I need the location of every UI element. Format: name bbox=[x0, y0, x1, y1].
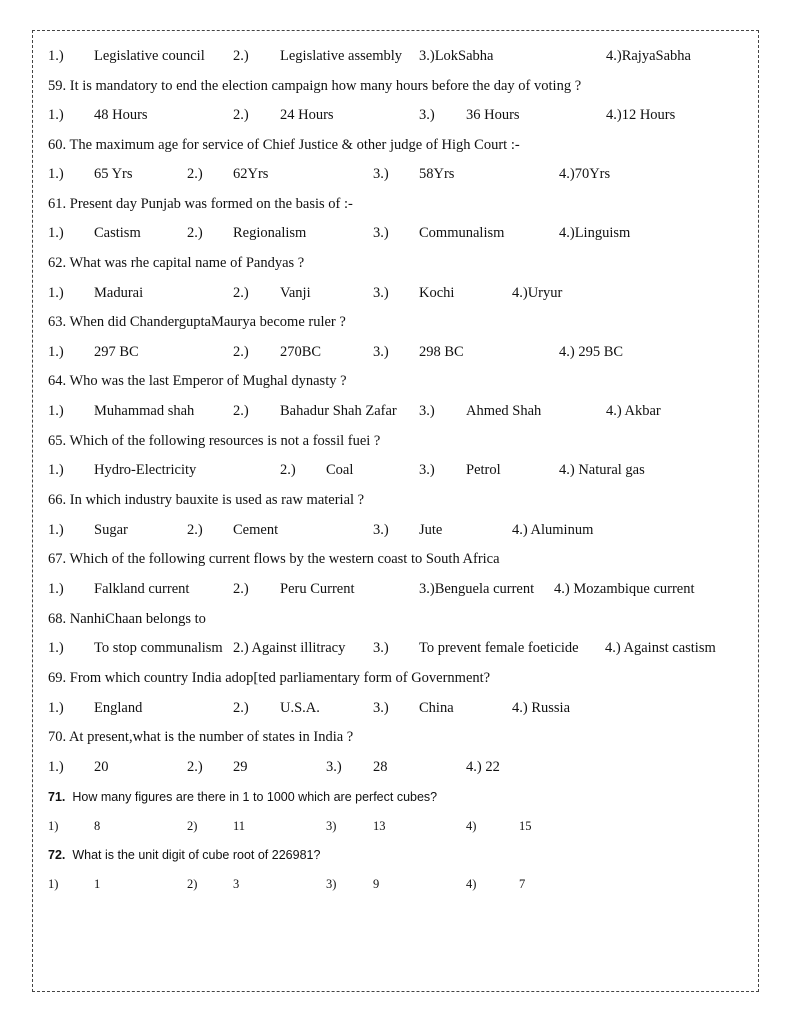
question-text: 70. At present,what is the number of states in India ? bbox=[48, 729, 354, 745]
option-text: Ahmed Shah bbox=[466, 403, 542, 419]
option-text: 3 bbox=[233, 877, 240, 891]
option-text: 1 bbox=[94, 877, 101, 891]
option-label: 2) bbox=[187, 877, 198, 891]
option-text: 4.) Natural gas bbox=[559, 462, 645, 478]
option-label: 1) bbox=[48, 877, 59, 891]
option-label: 1.) bbox=[48, 700, 64, 716]
option-text: 4.) Akbar bbox=[606, 403, 661, 419]
option-label: 2.) bbox=[233, 581, 249, 597]
option-text: 297 BC bbox=[94, 344, 139, 360]
question-text bbox=[48, 846, 320, 864]
option-text: Vanji bbox=[280, 285, 311, 301]
option-text: 8 bbox=[94, 819, 101, 833]
option-text: 4.) Mozambique current bbox=[554, 581, 695, 597]
option-label: 1.) bbox=[48, 640, 64, 656]
question-text: 60. The maximum age for service of Chief Justice & other judge of High Court :- bbox=[48, 137, 520, 153]
option-label: 1.) bbox=[48, 522, 64, 538]
option-label: 2.) bbox=[233, 344, 249, 360]
question-text: 64. Who was the last Emperor of Mughal dynasty ? bbox=[48, 373, 347, 389]
option-label: 3.) bbox=[373, 522, 389, 538]
option-text: England bbox=[94, 700, 143, 716]
option-label: 3.) bbox=[326, 759, 342, 775]
option-label: 2) bbox=[187, 819, 198, 833]
option-label: 3.) bbox=[419, 403, 435, 419]
option-text: 4.)Linguism bbox=[559, 225, 631, 241]
option-label: 1.) bbox=[48, 107, 64, 123]
option-text: 62Yrs bbox=[233, 166, 269, 182]
option-text: 29 bbox=[233, 759, 248, 775]
option-text: 11 bbox=[233, 819, 246, 833]
option-text: Hydro-Electricity bbox=[94, 462, 197, 478]
option-text: 7 bbox=[519, 877, 526, 891]
option-text: Cement bbox=[233, 522, 279, 538]
option-text: Coal bbox=[326, 462, 354, 478]
option-label: 2.) bbox=[233, 700, 249, 716]
option-label: 3.) bbox=[419, 107, 435, 123]
option-label: 1.) bbox=[48, 403, 64, 419]
option-label: 1.) bbox=[48, 581, 64, 597]
question-text: 61. Present day Punjab was formed on the basis of :- bbox=[48, 196, 353, 212]
option-text: 4.)RajyaSabha bbox=[606, 48, 691, 64]
option-label: 1.) bbox=[48, 48, 64, 64]
question-text bbox=[48, 788, 437, 806]
option-text: 28 bbox=[373, 759, 388, 775]
option-text: 24 Hours bbox=[280, 107, 334, 123]
option-text: 4.) Russia bbox=[512, 700, 570, 716]
option-label: 2.) bbox=[187, 759, 203, 775]
option-text: Castism bbox=[94, 225, 141, 241]
option-text: Sugar bbox=[94, 522, 128, 538]
option-text: 48 Hours bbox=[94, 107, 148, 123]
option-text: Jute bbox=[419, 522, 443, 538]
option-text: 20 bbox=[94, 759, 109, 775]
option-text: Falkland current bbox=[94, 581, 190, 597]
option-text: 9 bbox=[373, 877, 380, 891]
option-label: 3.) bbox=[373, 700, 389, 716]
question-text: 62. What was rhe capital name of Pandyas ? bbox=[48, 255, 305, 271]
option-label: 3) bbox=[326, 819, 337, 833]
option-text: 3.)LokSabha bbox=[419, 48, 494, 64]
option-text: Communalism bbox=[419, 225, 505, 241]
question-text: 68. NanhiChaan belongs to bbox=[48, 611, 206, 627]
option-text: 3.)Benguela current bbox=[419, 581, 535, 597]
question-text: 67. Which of the following current flows by the western coast to South Africa bbox=[48, 551, 500, 567]
option-label: 1.) bbox=[48, 166, 64, 182]
option-text: 4.)70Yrs bbox=[559, 166, 611, 182]
option-text: U.S.A. bbox=[280, 700, 320, 716]
option-text: 65 Yrs bbox=[94, 166, 133, 182]
option-text: Petrol bbox=[466, 462, 501, 478]
option-label: 2.) bbox=[187, 166, 203, 182]
option-label: 2.) bbox=[280, 462, 296, 478]
option-text: 15 bbox=[519, 819, 532, 833]
option-text: Bahadur Shah Zafar bbox=[280, 403, 397, 419]
question-number: 72. bbox=[48, 848, 66, 862]
option-text: 36 Hours bbox=[466, 107, 520, 123]
option-text: 58Yrs bbox=[419, 166, 455, 182]
option-label: 4) bbox=[466, 877, 477, 891]
option-text: Peru Current bbox=[280, 581, 355, 597]
option-label: 1) bbox=[48, 819, 59, 833]
option-label: 1.) bbox=[48, 285, 64, 301]
option-text: 4.)12 Hours bbox=[606, 107, 676, 123]
option-label: 1.) bbox=[48, 225, 64, 241]
option-label: 2.) bbox=[187, 522, 203, 538]
option-label: 3.) bbox=[373, 166, 389, 182]
option-text: To prevent female foeticide bbox=[419, 640, 579, 656]
question-text: 69. From which country India adop[ted parliamentary form of Government? bbox=[48, 670, 491, 686]
option-label: 3.) bbox=[373, 344, 389, 360]
option-label: 2.) bbox=[233, 403, 249, 419]
option-text: 4.) 295 BC bbox=[559, 344, 624, 360]
option-text: 298 BC bbox=[419, 344, 464, 360]
option-label: 1.) bbox=[48, 759, 64, 775]
option-text: 4.) 22 bbox=[466, 759, 500, 775]
question-number: 71. bbox=[48, 790, 66, 804]
option-text: 13 bbox=[373, 819, 386, 833]
option-label: 2.) bbox=[187, 225, 203, 241]
option-text: 270BC bbox=[280, 344, 322, 360]
option-text: Kochi bbox=[419, 285, 455, 301]
question-body: What is the unit digit of cube root of 226981? bbox=[72, 848, 321, 862]
option-text: China bbox=[419, 700, 454, 716]
option-label: 1.) bbox=[48, 344, 64, 360]
option-text: To stop communalism bbox=[94, 640, 223, 656]
option-text: Regionalism bbox=[233, 225, 307, 241]
question-text: 63. When did ChanderguptaMaurya become ruler ? bbox=[48, 314, 346, 330]
option-text: Madurai bbox=[94, 285, 144, 301]
question-text: 59. It is mandatory to end the election campaign how many hours before the day of voting ? bbox=[48, 78, 582, 94]
question-text: 65. Which of the following resources is not a fossil fuei ? bbox=[48, 433, 381, 449]
option-label: 3.) bbox=[373, 225, 389, 241]
question-body: How many figures are there in 1 to 1000 which are perfect cubes? bbox=[72, 790, 438, 804]
option-text: Legislative council bbox=[94, 48, 205, 64]
option-label: 2.) bbox=[233, 285, 249, 301]
question-page-border bbox=[32, 30, 759, 992]
option-text: Muhammad shah bbox=[94, 403, 195, 419]
option-label: 3) bbox=[326, 877, 337, 891]
option-text: 2.) Against illitracy bbox=[233, 640, 346, 656]
option-text: Legislative assembly bbox=[280, 48, 403, 64]
option-text: 4.) Against castism bbox=[605, 640, 716, 656]
option-label: 1.) bbox=[48, 462, 64, 478]
option-label: 4) bbox=[466, 819, 477, 833]
option-label: 3.) bbox=[419, 462, 435, 478]
option-text: 4.) Aluminum bbox=[512, 522, 594, 538]
option-label: 3.) bbox=[373, 285, 389, 301]
option-text: 4.)Uryur bbox=[512, 285, 563, 301]
option-label: 3.) bbox=[373, 640, 389, 656]
question-text: 66. In which industry bauxite is used as raw material ? bbox=[48, 492, 365, 508]
option-label: 2.) bbox=[233, 48, 249, 64]
option-label: 2.) bbox=[233, 107, 249, 123]
